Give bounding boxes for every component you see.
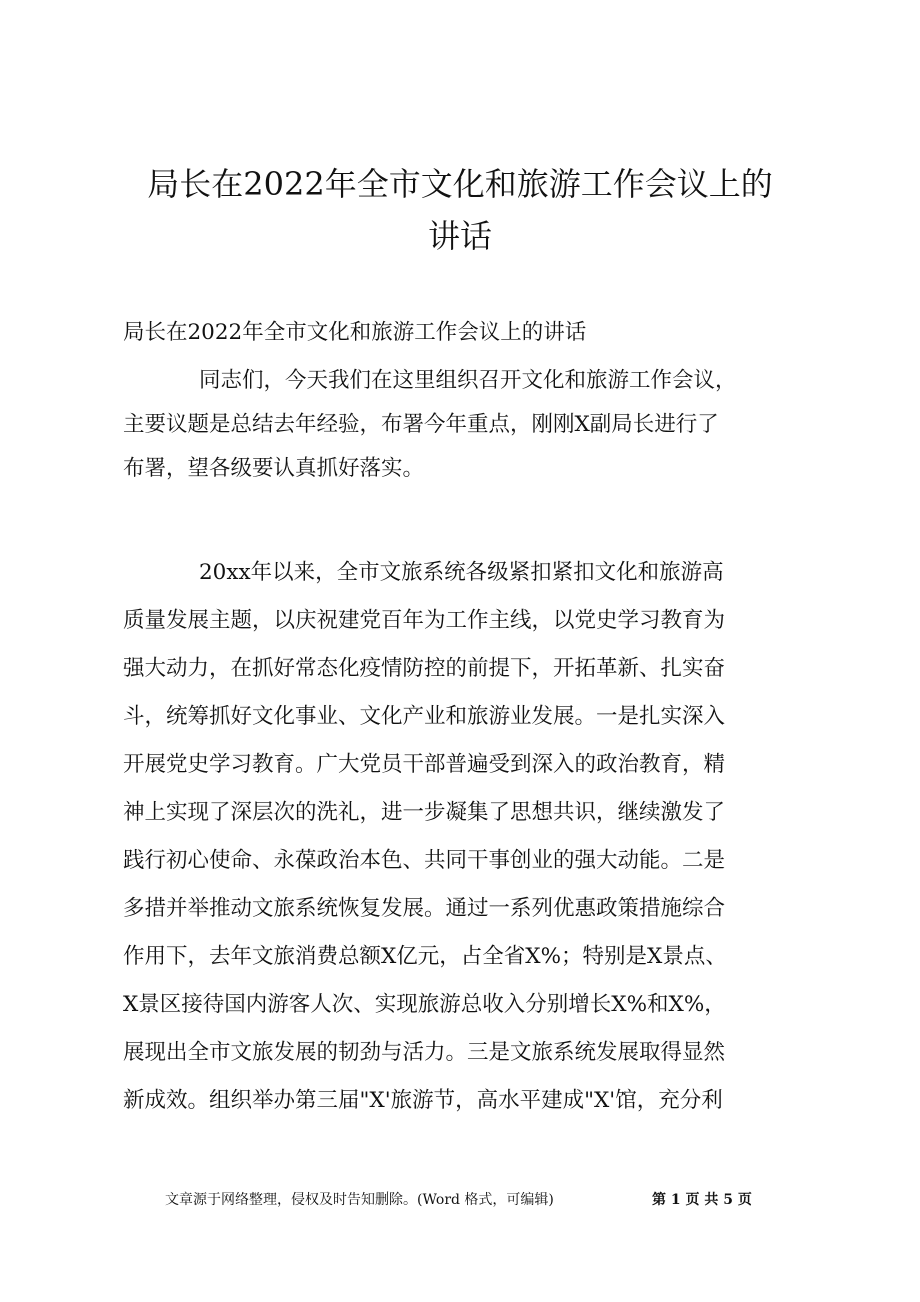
paragraph-line: 作用下，去年文旅消费总额X亿元，占全省X%；特别是X景点、: [123, 944, 727, 969]
paragraph-line: 质量发展主题，以庆祝建党百年为工作主线，以党史学习教育为: [123, 608, 726, 633]
document-title-line: 局长在2022年全市文化和旅游工作会议上的: [147, 165, 773, 203]
paragraph-line: 展现出全市文旅发展的韧劲与活力。三是文旅系统发展取得显然: [123, 1040, 726, 1065]
paragraph-line: 强大动力，在抓好常态化疫情防控的前提下，开拓革新、扎实奋: [123, 656, 726, 681]
paragraph-line: 同志们，今天我们在这里组织召开文化和旅游工作会议，: [199, 368, 737, 393]
paragraph-line: 布署，望各级要认真抓好落实。: [123, 456, 425, 481]
paragraph-line: 开展党史学习教育。广大党员干部普遍受到深入的政治教育，精: [123, 752, 726, 777]
paragraph-line: X景区接待国内游客人次、实现旅游总收入分别增长X%和X%，: [123, 992, 726, 1017]
document-subtitle: 局长在2022年全市文化和旅游工作会议上的讲话: [123, 320, 587, 345]
paragraph-line: 多措并举推动文旅系统恢复发展。通过一系列优惠政策措施综合: [123, 896, 726, 921]
paragraph-line: 新成效。组织举办第三届"X'旅游节，高水平建成"X'馆，充分利: [123, 1088, 723, 1113]
document-title-line: 讲话: [427, 217, 492, 255]
paragraph-line: 斗，统筹抓好文化事业、文化产业和旅游业发展。一是扎实深入: [123, 704, 726, 729]
footer-page-number: 第 1 页 共 5 页: [652, 1192, 752, 1208]
footer-source-note: 文章源于网络整理，侵权及时告知删除。(Word 格式，可编辑): [165, 1192, 554, 1208]
document-title: [100, 158, 820, 262]
paragraph-line: 20xx年以来，全市文旅系统各级紧扣紧扣文化和旅游高: [199, 560, 724, 585]
page-footer: [0, 1188, 920, 1212]
paragraph-line: 神上实现了深层次的洗礼，进一步凝集了思想共识，继续激发了: [123, 800, 726, 825]
paragraph-line: 主要议题是总结去年经验，布署今年重点，刚刚X副局长进行了: [123, 412, 719, 437]
paragraph-line: 践行初心使命、永葆政治本色、共同干事创业的强大动能。二是: [123, 848, 726, 873]
